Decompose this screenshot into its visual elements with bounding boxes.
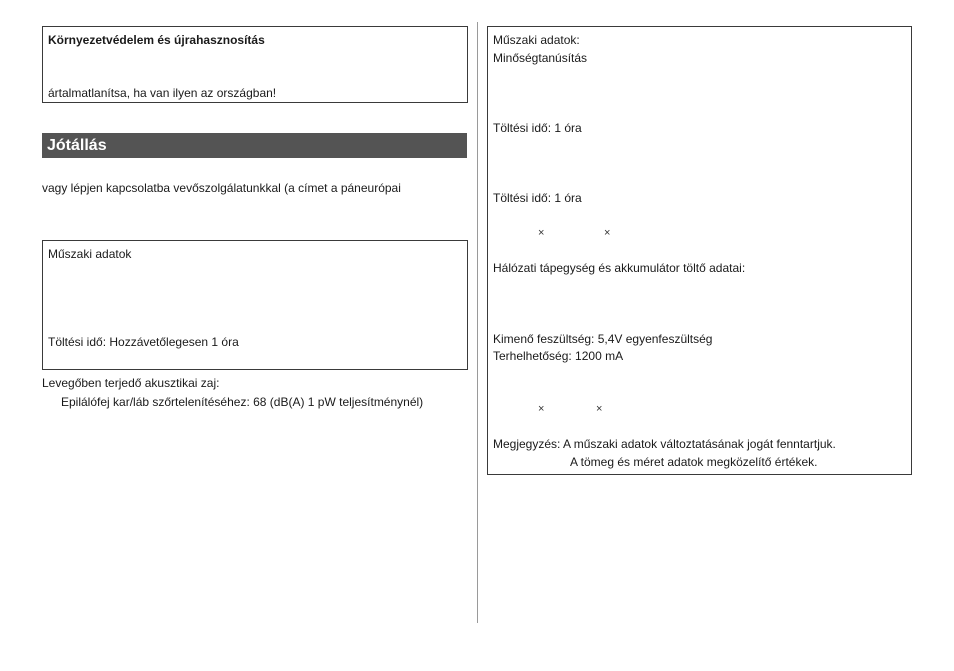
noise-label: Levegőben terjedő akusztikai zaj:: [42, 376, 220, 390]
adapter-heading: Hálózati tápegység és akkumulátor töltő adatai:: [493, 261, 746, 275]
specs-box-right: [487, 26, 912, 475]
charge-time-2: Töltési idő: 1 óra: [493, 191, 582, 205]
times-symbol: ×: [596, 403, 603, 415]
times-symbol: ×: [538, 227, 545, 239]
times-symbol: ×: [604, 227, 611, 239]
certification-label: Minőségtanúsítás: [493, 51, 588, 65]
times-symbol: ×: [538, 403, 545, 415]
charge-time-left: Töltési idő: Hozzávetőlegesen 1 óra: [48, 335, 239, 349]
environment-title: Környezetvédelem és újrahasznosítás: [48, 33, 265, 47]
output-voltage: Kimenő feszültség: 5,4V egyenfeszültség: [493, 332, 713, 346]
note-line-2: A tömeg és méret adatok megközelítő értékek.: [570, 455, 818, 469]
charge-time-1: Töltési idő: 1 óra: [493, 121, 582, 135]
specs-title-left: Műszaki adatok: [48, 247, 132, 261]
note-line-1: Megjegyzés: A műszaki adatok változtatásának jogát fenntartjuk.: [493, 437, 836, 451]
warranty-heading: Jótállás: [42, 133, 467, 158]
warranty-text: vagy lépjen kapcsolatba vevőszolgálatunkkal (a címet a páneurópai: [42, 181, 401, 195]
environment-text: ártalmatlanítsa, ha van ilyen az országban!: [48, 86, 277, 100]
specs-title-right: Műszaki adatok:: [493, 33, 580, 47]
noise-value: Epilálófej kar/láb szőrtelenítéséhez: 68 (dB(A) 1 pW teljesítménynél): [61, 395, 424, 409]
load-capacity: Terhelhetőség: 1200 mA: [493, 349, 624, 363]
column-divider: [477, 22, 478, 623]
